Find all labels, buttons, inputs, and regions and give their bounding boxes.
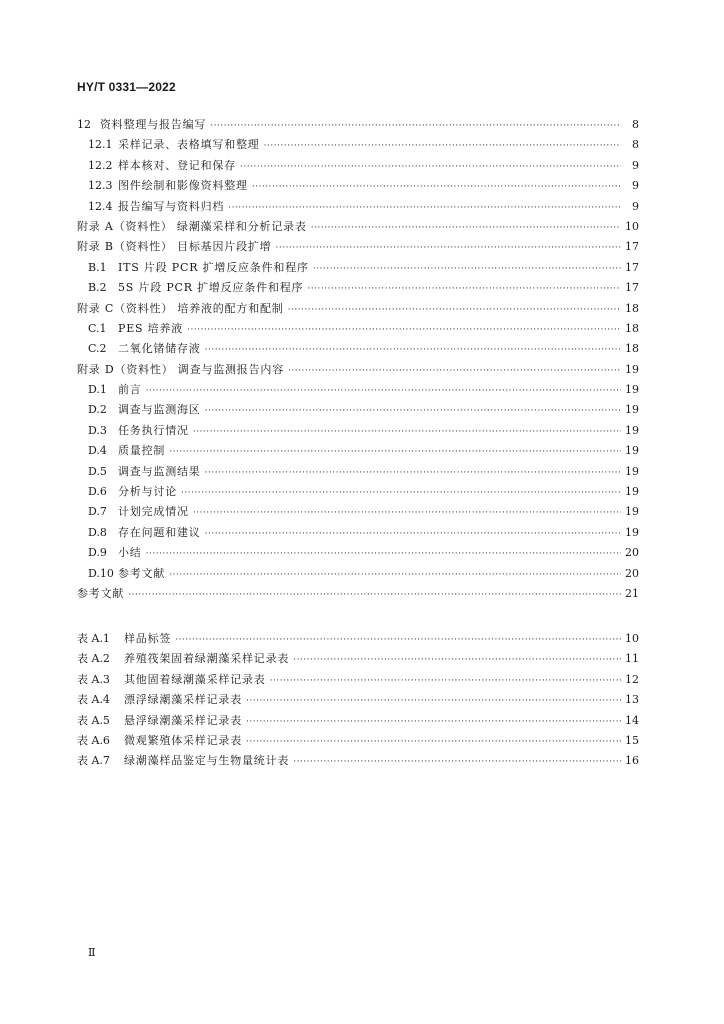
toc-entry-page-number: 10 (625, 632, 639, 645)
toc-entry[interactable] (77, 564, 639, 584)
dot-leader (240, 157, 621, 177)
toc-entry-title: 参考文献 (77, 586, 125, 600)
toc-entry-title: 附录 C（资料性） 培养液的配方和配制 (77, 301, 284, 315)
toc-entry-number: D.9 (88, 546, 107, 560)
dot-leader (264, 136, 621, 156)
dot-leader (275, 238, 621, 258)
toc-entry-page-number: 17 (625, 281, 639, 295)
toc-entry[interactable] (77, 319, 639, 339)
toc-entry-number: D.7 (88, 505, 107, 519)
toc-entry-number: 12.4 (88, 199, 113, 213)
toc-entry-title: 质量控制 (118, 444, 166, 458)
toc-entry[interactable] (77, 278, 639, 298)
toc-entry-number: D.5 (88, 464, 107, 478)
toc-entry-title: 报告编写与资料归档 (118, 199, 225, 213)
dot-leader (293, 650, 621, 670)
page-number-footer: Ⅱ (88, 946, 96, 959)
toc-entry[interactable] (77, 217, 639, 237)
toc-entry[interactable] (77, 482, 639, 502)
toc-entry-page-number: 19 (625, 505, 639, 519)
toc-entry-page-number: 9 (632, 179, 639, 193)
toc-entry[interactable] (77, 711, 639, 731)
toc-entry-title: 图件绘制和影像资料整理 (118, 179, 248, 193)
toc-entry[interactable] (77, 502, 639, 522)
dot-leader (169, 565, 621, 585)
dot-leader (146, 381, 621, 401)
toc-entry-number: D.8 (88, 525, 107, 539)
standard-code-header: HY/T 0331—2022 (77, 80, 176, 94)
toc-entry-number: 表 A.3 (77, 672, 110, 686)
toc-entry-page-number: 8 (632, 118, 639, 131)
toc-entry-title: ITS 片段 PCR 扩增反应条件和程序 (118, 260, 309, 274)
toc-entry-title: 悬浮绿潮藻采样记录表 (124, 713, 242, 727)
toc-entry-page-number: 14 (625, 713, 639, 727)
toc-entry-number: 12.1 (88, 138, 113, 152)
toc-entry[interactable] (77, 670, 639, 690)
toc-entry-number: D.4 (88, 444, 107, 458)
toc-entry-number: 表 A.6 (77, 733, 110, 747)
toc-entry-page-number: 18 (625, 321, 639, 335)
dot-leader (288, 361, 621, 381)
dot-leader (193, 503, 621, 523)
dot-leader (228, 198, 621, 218)
toc-entry-page-number: 16 (625, 754, 639, 768)
toc-entry-page-number: 17 (625, 260, 639, 274)
toc-entry-page-number: 19 (625, 525, 639, 539)
toc-entry[interactable] (77, 176, 639, 196)
toc-entry-page-number: 19 (625, 423, 639, 437)
toc-entry-number: D.1 (88, 383, 107, 397)
toc-entry-page-number: 21 (625, 586, 639, 600)
dot-leader (311, 218, 621, 238)
toc-entry-title: 二氧化锗储存液 (118, 342, 201, 356)
toc-entry[interactable] (77, 462, 639, 482)
toc-entry-page-number: 17 (625, 240, 639, 254)
toc-entry-title: PES 培养液 (118, 321, 184, 335)
toc-entry-title: 5S 片段 PCR 扩增反应条件和程序 (118, 281, 304, 295)
toc-entry-title: 资料整理与报告编写 (100, 118, 207, 131)
toc-entry-page-number: 19 (625, 403, 639, 417)
toc-entry-number: D.3 (88, 423, 107, 437)
toc-entry[interactable] (77, 380, 639, 400)
dot-leader (270, 671, 621, 691)
dot-leader (175, 630, 621, 650)
dot-leader (128, 585, 621, 605)
dot-leader (293, 752, 621, 772)
toc-entry-title: 样品标签 (124, 632, 172, 645)
toc-entry-page-number: 20 (625, 566, 639, 580)
toc-entry-page-number: 9 (632, 158, 639, 172)
toc-entry[interactable] (77, 135, 639, 155)
dot-leader (205, 524, 621, 544)
toc-entry-number: 表 A.7 (77, 754, 110, 768)
toc-entry[interactable] (77, 543, 639, 563)
dot-leader (205, 340, 621, 360)
toc-entry[interactable] (77, 360, 639, 380)
toc-entry-title: 存在问题和建议 (118, 525, 201, 539)
toc-entry-number: D.6 (88, 485, 107, 499)
dot-leader (210, 116, 621, 136)
toc-entry-page-number: 11 (625, 652, 639, 666)
toc-entry-title: 附录 D（资料性） 调查与监测报告内容 (77, 362, 285, 376)
toc-entry-page-number: 18 (625, 342, 639, 356)
toc-entry-page-number: 9 (632, 199, 639, 213)
dot-leader (313, 259, 621, 279)
toc-entry-title: 附录 B（资料性） 目标基因片段扩增 (77, 240, 272, 254)
toc-entry-page-number: 19 (625, 383, 639, 397)
dot-leader (307, 279, 621, 299)
dot-leader (187, 320, 621, 340)
toc-entry-number: 表 A.2 (77, 652, 110, 666)
toc-entry-number: 12.3 (88, 179, 113, 193)
toc-entry-title: 分析与讨论 (118, 485, 177, 499)
toc-entry-number: B.2 (88, 281, 107, 295)
toc-entry[interactable] (77, 690, 639, 710)
toc-entry[interactable] (77, 649, 639, 669)
toc-entry[interactable] (77, 400, 639, 420)
toc-entry[interactable] (77, 731, 639, 751)
toc-entry-title: 微观繁殖体采样记录表 (124, 733, 242, 747)
toc-entry[interactable] (77, 258, 639, 278)
toc-entry-number: C.2 (88, 342, 107, 356)
toc-entry-title: 前言 (118, 383, 142, 397)
toc-entry-title: 调查与监测结果 (118, 464, 201, 478)
toc-entry-title: 调查与监测海区 (118, 403, 201, 417)
toc-entry-page-number: 18 (625, 301, 639, 315)
dot-leader (246, 712, 621, 732)
toc-entry-number: 表 A.4 (77, 693, 110, 707)
toc-entry[interactable] (77, 584, 639, 604)
toc-entry-title: 其他固着绿潮藻采样记录表 (124, 672, 266, 686)
toc-entry-number: D.2 (88, 403, 107, 417)
toc-entry[interactable] (77, 441, 639, 461)
toc-entry-number: 表 A.5 (77, 713, 110, 727)
table-of-contents (77, 115, 639, 604)
toc-entry-title: 任务执行情况 (118, 423, 189, 437)
toc-entry[interactable] (77, 339, 639, 359)
toc-entry-page-number: 19 (625, 464, 639, 478)
list-of-tables (77, 629, 639, 772)
toc-entry-page-number: 15 (625, 733, 639, 747)
dot-leader (252, 177, 621, 197)
toc-entry-page-number: 12 (625, 672, 639, 686)
toc-entry-page-number: 19 (625, 362, 639, 376)
toc-entry-page-number: 19 (625, 485, 639, 499)
toc-entry-title: 养殖筏架固着绿潮藻采样记录表 (124, 652, 290, 666)
dot-leader (146, 544, 621, 564)
dot-leader (246, 732, 621, 752)
toc-entry-title: 小结 (118, 546, 142, 560)
toc-entry-number: 12.2 (88, 158, 113, 172)
toc-entry[interactable] (77, 237, 639, 257)
toc-entry-number: 12 (77, 118, 91, 131)
toc-entry-title: 漂浮绿潮藻采样记录表 (124, 693, 242, 707)
dot-leader (169, 442, 621, 462)
toc-entry-title: 计划完成情况 (118, 505, 189, 519)
toc-entry-title: 采样记录、表格填写和整理 (118, 138, 260, 152)
toc-entry[interactable] (77, 197, 639, 217)
toc-entry-number: B.1 (88, 260, 107, 274)
dot-leader (205, 401, 621, 421)
dot-leader (246, 691, 621, 711)
toc-entry-title: 样本核对、登记和保存 (118, 158, 236, 172)
toc-entry-number: C.1 (88, 321, 107, 335)
toc-entry-page-number: 13 (625, 693, 639, 707)
dot-leader (205, 463, 621, 483)
toc-entry-title: 参考文献 (118, 566, 166, 580)
toc-entry-page-number: 8 (632, 138, 639, 152)
toc-entry[interactable] (77, 523, 639, 543)
toc-entry[interactable] (77, 156, 639, 176)
toc-entry[interactable] (77, 751, 639, 771)
toc-entry[interactable] (77, 299, 639, 319)
dot-leader (288, 300, 621, 320)
toc-entry-page-number: 10 (625, 219, 639, 233)
toc-entry-number: D.10 (88, 566, 114, 580)
toc-entry-page-number: 19 (625, 444, 639, 458)
toc-entry-page-number: 20 (625, 546, 639, 560)
toc-entry-number: 表 A.1 (77, 632, 110, 645)
toc-entry-title: 附录 A（资料性） 绿潮藻采样和分析记录表 (77, 219, 307, 233)
toc-entry[interactable] (77, 115, 639, 135)
toc-entry-title: 绿潮藻样品鉴定与生物量统计表 (124, 754, 290, 768)
toc-entry[interactable] (77, 421, 639, 441)
dot-leader (193, 422, 621, 442)
toc-entry[interactable] (77, 629, 639, 649)
dot-leader (181, 483, 621, 503)
